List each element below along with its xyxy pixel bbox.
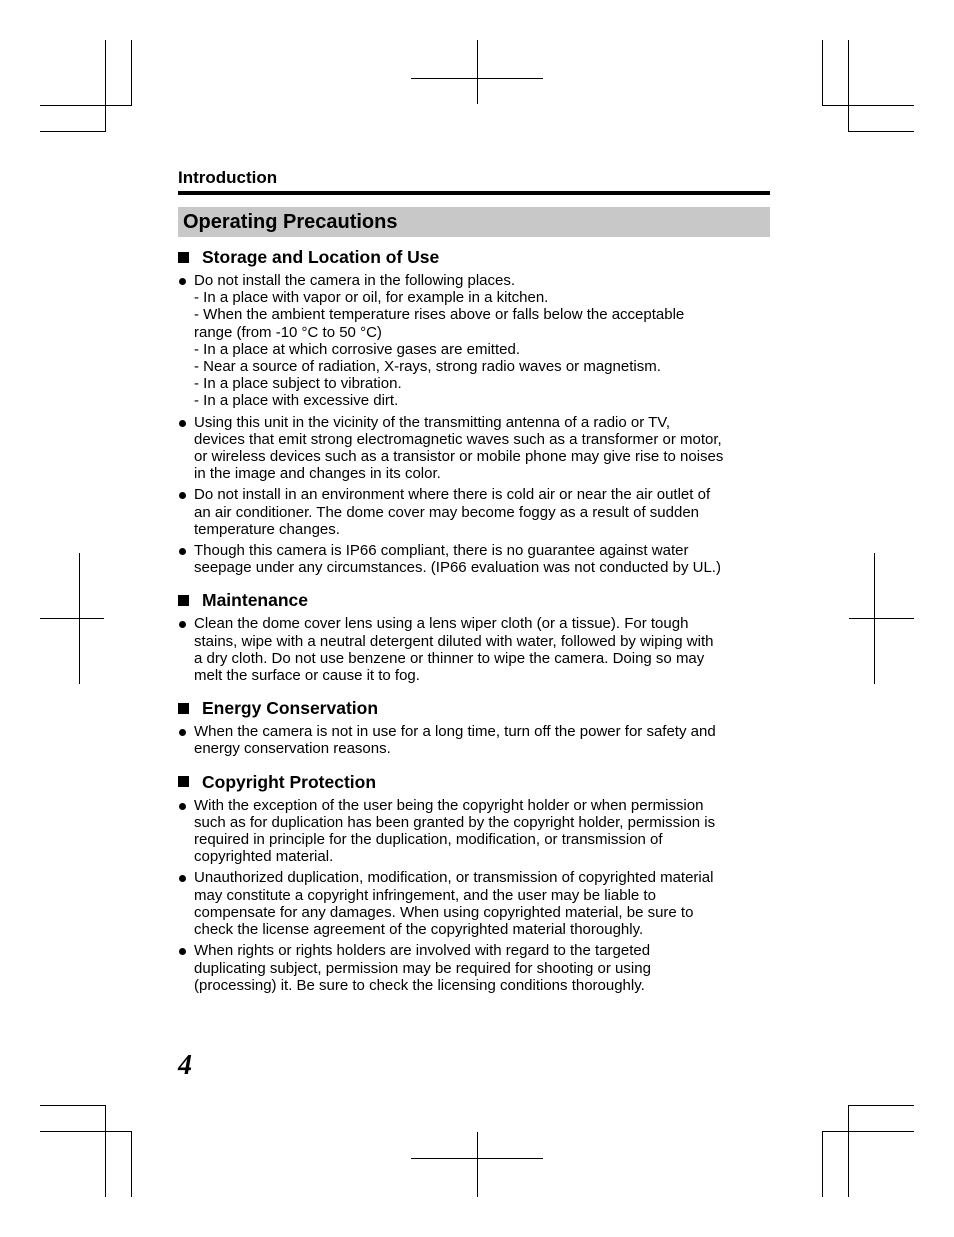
- text-line: Using this unit in the vicinity of the transmitting antenna of a radio or TV,: [194, 413, 671, 431]
- section-heading-text: Energy Conservation: [202, 698, 379, 719]
- text-line: melt the surface or cause it to fog.: [194, 667, 420, 685]
- list-item-text: [194, 486, 770, 538]
- square-bullet-icon: [178, 595, 189, 606]
- square-bullet-icon: [178, 703, 189, 714]
- list-item-text: [194, 542, 770, 576]
- text-line: temperature changes.: [194, 520, 340, 538]
- header-rule: [178, 191, 770, 195]
- list-item-text: [194, 272, 770, 410]
- square-bullet-icon: [178, 776, 189, 787]
- list-item: [178, 942, 770, 994]
- text-line: - In a place with vapor or oil, for example in a kitchen.: [194, 289, 549, 307]
- list-item: [178, 414, 770, 483]
- section-heading: [178, 772, 770, 792]
- list-item-text: [194, 869, 770, 938]
- section-heading: [178, 247, 770, 267]
- bullet-dot-icon: [178, 615, 194, 684]
- section-gap: [178, 580, 770, 590]
- text-line: devices that emit strong electromagnetic waves such as a transformer or motor,: [194, 430, 722, 448]
- section-label: Introduction: [178, 168, 278, 187]
- text-line: a dry cloth. Do not use benzene or thinner to wipe the camera. Doing so may: [194, 649, 705, 667]
- list-item-text: [194, 723, 770, 757]
- text-line: duplicating subject, permission may be required for shooting or using: [194, 959, 651, 977]
- list-item-text: [194, 615, 770, 684]
- list-item-text: [194, 797, 770, 866]
- document-body: [178, 247, 770, 998]
- text-line: an air conditioner. The dome cover may become foggy as a result of sudden: [194, 503, 700, 521]
- text-line: energy conservation reasons.: [194, 740, 391, 758]
- bullet-dot-icon: [178, 942, 194, 994]
- list-item: [178, 272, 770, 410]
- list-item: [178, 797, 770, 866]
- bullet-dot-icon: [178, 542, 194, 576]
- bullet-dot-icon: [178, 869, 194, 938]
- text-line: Clean the dome cover lens using a lens wiper cloth (or a tissue). For tough: [194, 615, 689, 633]
- text-line: or wireless devices such as a transistor or mobile phone may give rise to noises: [194, 448, 724, 466]
- list-item: [178, 723, 770, 757]
- text-line: required in principle for the duplication, modification, or transmission of: [194, 831, 663, 849]
- section-gap: [178, 688, 770, 698]
- text-line: When rights or rights holders are involved with regard to the targeted: [194, 942, 651, 960]
- page-title: Operating Precautions: [178, 207, 770, 237]
- bullet-dot-icon: [178, 486, 194, 538]
- list-item: [178, 869, 770, 938]
- text-line: - In a place at which corrosive gases are emitted.: [194, 340, 520, 358]
- text-line: (processing) it. Be sure to check the licensing conditions thoroughly.: [194, 976, 645, 994]
- text-line: - Near a source of radiation, X-rays, strong radio waves or magnetism.: [194, 358, 661, 376]
- text-line: in the image and changes in its color.: [194, 465, 441, 483]
- section-heading-text: Copyright Protection: [202, 771, 377, 792]
- text-line: stains, wipe with a neutral detergent diluted with water, followed by wiping with: [194, 632, 714, 650]
- section-gap: [178, 762, 770, 772]
- bullet-dot-icon: [178, 797, 194, 866]
- text-line: compensate for any damages. When using copyrighted material, be sure to: [194, 903, 694, 921]
- text-line: such as for duplication has been granted by the copyright holder, permission is: [194, 813, 716, 831]
- text-line: may constitute a copyright infringement, and the user may be liable to: [194, 886, 656, 904]
- list-item: [178, 486, 770, 538]
- text-line: Do not install the camera in the following places.: [194, 272, 516, 289]
- text-line: - In a place subject to vibration.: [194, 375, 402, 393]
- bullet-dot-icon: [178, 414, 194, 483]
- text-line: - In a place with excessive dirt.: [194, 392, 399, 410]
- section-heading-text: Storage and Location of Use: [202, 247, 440, 267]
- text-line: seepage under any circumstances. (IP66 evaluation was not conducted by UL.): [194, 559, 721, 577]
- section-heading: [178, 590, 770, 610]
- text-line: With the exception of the user being the copyright holder or when permission: [194, 796, 704, 814]
- text-line: Though this camera is IP66 compliant, there is no guarantee against water: [194, 542, 689, 560]
- list-item: [178, 542, 770, 576]
- list-item-text: [194, 942, 770, 994]
- text-line: - When the ambient temperature rises above or falls below the acceptable: [194, 306, 685, 324]
- text-line: check the license agreement of the copyrighted material thoroughly.: [194, 921, 644, 939]
- bullet-dot-icon: [178, 723, 194, 757]
- section-heading: [178, 698, 770, 718]
- list-item: [178, 615, 770, 684]
- bullet-dot-icon: [178, 272, 194, 410]
- text-line: Unauthorized duplication, modification, or transmission of copyrighted material: [194, 869, 714, 887]
- square-bullet-icon: [178, 252, 189, 263]
- section-heading-text: Maintenance: [202, 590, 308, 611]
- text-line: When the camera is not in use for a long time, turn off the power for safety and: [194, 723, 716, 741]
- text-line: copyrighted material.: [194, 848, 334, 866]
- list-item-text: [194, 414, 770, 483]
- text-line: range (from -10 °C to 50 °C): [194, 323, 382, 341]
- page-number: 4: [178, 1050, 192, 1081]
- text-line: Do not install in an environment where there is cold air or near the air outlet of: [194, 486, 711, 504]
